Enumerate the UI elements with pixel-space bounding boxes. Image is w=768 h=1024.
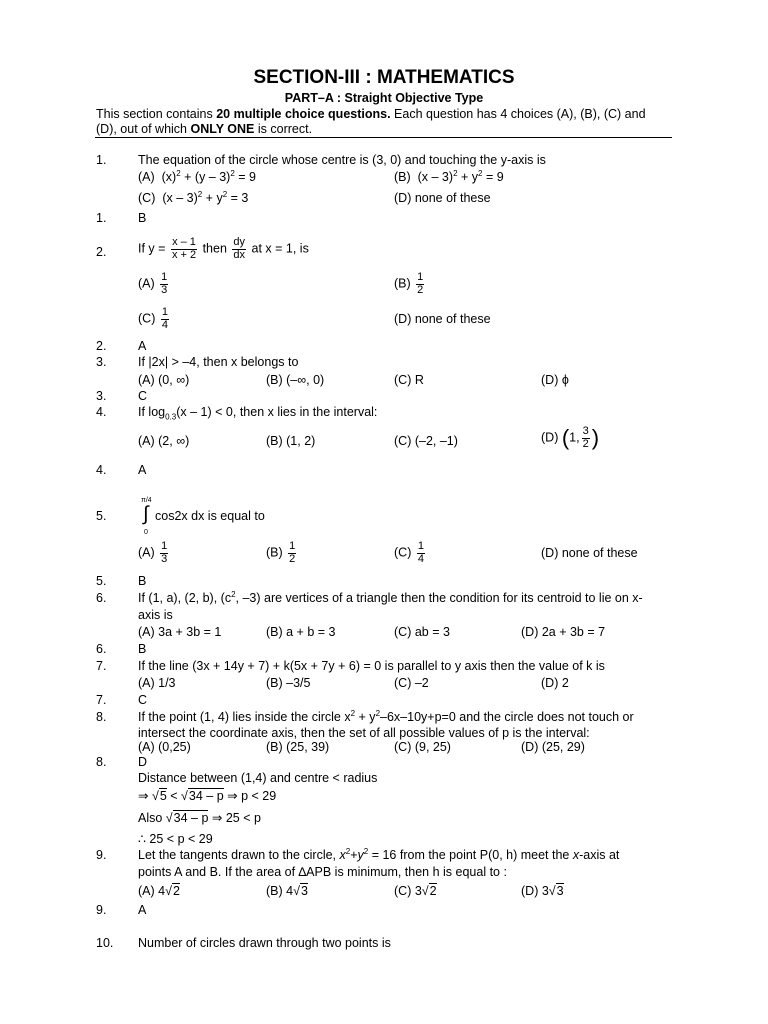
q1-option-d: (D) none of these bbox=[394, 191, 491, 205]
q10-number: 10. bbox=[96, 936, 114, 950]
q4-option-c: (C) (–2, –1) bbox=[394, 434, 458, 448]
q7-answer-number: 7. bbox=[96, 693, 107, 707]
q2-number: 2. bbox=[96, 245, 107, 259]
q1-answer-number: 1. bbox=[96, 211, 107, 225]
q8-solution-line-1: Distance between (1,4) and centre < radius bbox=[138, 771, 378, 785]
q8-solution-line-4: ∴ 25 < p < 29 bbox=[138, 832, 213, 846]
q2-option-b: (B) $\frac{1}{2}$ bbox=[394, 271, 424, 296]
q6-option-a: (A) 3a + 3b = 1 bbox=[138, 625, 222, 639]
q5-integral-sign: ∫ bbox=[143, 503, 149, 525]
q1-option-b: (B) $(x - 3)^2 + y^2 = 9$ bbox=[394, 168, 504, 184]
q7-option-a: (A) 1/3 bbox=[138, 676, 176, 690]
section-title: SECTION-III : MATHEMATICS bbox=[253, 67, 515, 88]
q4-text: If $\log_{0.3}(x - 1) < 0$, then x lies in the interval: bbox=[138, 405, 378, 422]
q2-derivative: $\frac{dy}{dx}$ bbox=[233, 236, 246, 261]
part-subtitle: PART–A : Straight Objective Type bbox=[284, 91, 484, 105]
q5-option-b: (B) $\frac{1}{2}$ bbox=[266, 540, 296, 565]
q1-option-c: (C) $(x - 3)^2 + y^2 = 3$ bbox=[138, 189, 249, 205]
q4-answer-number: 4. bbox=[96, 463, 107, 477]
q3-option-a: (A) (0, ∞) bbox=[138, 373, 190, 387]
q1-text: The equation of the circle whose centre is (3, 0) and touching the y-axis is bbox=[138, 153, 546, 167]
q9-option-d: (D) 3√3 bbox=[521, 884, 564, 898]
q9-answer: A bbox=[138, 903, 147, 917]
q8-option-b: (B) (25, 39) bbox=[266, 740, 330, 754]
q4-number: 4. bbox=[96, 405, 107, 419]
q1-answer: B bbox=[138, 211, 147, 225]
intro-line-2: (D), out of which ONLY ONE is correct. bbox=[96, 122, 313, 136]
q3-number: 3. bbox=[96, 355, 107, 369]
q2-fraction: $\frac{x - 1}{x + 2}$ bbox=[171, 236, 197, 261]
q7-option-d: (D) 2 bbox=[541, 676, 569, 690]
q3-option-c: (C) R bbox=[394, 373, 424, 387]
q7-option-c: (C) –2 bbox=[394, 676, 429, 690]
q7-text: If the line (3x + 14y + 7) + k(5x + 7y + 6) = 0 is parallel to y axis then the value of k is bbox=[138, 659, 605, 673]
q7-number: 7. bbox=[96, 659, 107, 673]
q2-option-d: (D) none of these bbox=[394, 312, 491, 326]
q8-text-line-2: intersect the coordinate axis, then the set of all possible values of p is the interval: bbox=[138, 726, 590, 740]
q4-option-a: (A) (2, ∞) bbox=[138, 434, 190, 448]
q1-option-a: (A) $(x)^2 + (y - 3)^2 = 9$ bbox=[138, 168, 256, 184]
q4-answer: A bbox=[138, 463, 147, 477]
q3-option-b: (B) (–∞, 0) bbox=[266, 373, 325, 387]
q8-answer: D bbox=[138, 755, 148, 769]
q6-text-line-1: If (1, a), (2, b), ($c^2$, –3) are vertices of a triangle then the condition for its centroid to lie on x- bbox=[138, 589, 643, 605]
q5-upper-limit: π/4 bbox=[141, 497, 152, 504]
q8-solution-line-2: ⇒ √5 < √34 – p ⇒ p < 29 bbox=[138, 789, 277, 803]
q5-number: 5. bbox=[96, 509, 107, 523]
q10-text: Number of circles drawn through two points is bbox=[138, 936, 391, 950]
q6-answer: B bbox=[138, 642, 147, 656]
q6-text-line-2: axis is bbox=[138, 608, 173, 622]
intro-line-1: This section contains 20 multiple choice questions. Each question has 4 choices (A), (B), (C) and bbox=[96, 107, 646, 121]
q9-text-line-2: points A and B. If the area of ∆APB is minimum, then h is equal to : bbox=[138, 865, 507, 879]
q8-answer-number: 8. bbox=[96, 755, 107, 769]
q5-answer: B bbox=[138, 574, 147, 588]
q8-solution-line-3: Also √34 – p ⇒ 25 < p bbox=[138, 811, 261, 825]
q3-text: If |2x| > –4, then x belongs to bbox=[138, 355, 299, 369]
q3-answer-number: 3. bbox=[96, 389, 107, 403]
q8-option-d: (D) (25, 29) bbox=[521, 740, 585, 754]
q4-option-b: (B) (1, 2) bbox=[266, 434, 316, 448]
q1-number: 1. bbox=[96, 153, 107, 167]
q4-option-d: (D) (1, $\frac{3}{2}$ ) bbox=[541, 425, 600, 451]
q7-answer: C bbox=[138, 693, 148, 707]
q9-number: 9. bbox=[96, 848, 107, 862]
q3-option-d: (D) ϕ bbox=[541, 373, 569, 387]
q2-text: If y = $\frac{x - 1}{x + 2}$ then $\frac{dy}{dx}$ at x = 1, is bbox=[138, 236, 309, 261]
q9-option-c: (C) 3√2 bbox=[394, 884, 437, 898]
q6-option-d: (D) 2a + 3b = 7 bbox=[521, 625, 606, 639]
q6-option-b: (B) a + b = 3 bbox=[266, 625, 336, 639]
q7-option-b: (B) –3/5 bbox=[266, 676, 311, 690]
q5-text: cos2x dx is equal to bbox=[155, 509, 265, 523]
q8-number: 8. bbox=[96, 710, 107, 724]
q9-option-a: (A) 4√2 bbox=[138, 884, 180, 898]
q5-option-c: (C) $\frac{1}{4}$ bbox=[394, 540, 424, 565]
q2-answer: A bbox=[138, 339, 147, 353]
q8-text-line-1: If the point (1, 4) lies inside the circle $x^2 + y^2-6x-10y+p=0$ and the circle does not touch or bbox=[138, 708, 634, 724]
q3-answer: C bbox=[138, 389, 148, 403]
q5-option-a: (A) $\frac{1}{3}$ bbox=[138, 540, 168, 565]
q5-lower-limit: 0 bbox=[144, 529, 148, 536]
q9-option-b: (B) 4√3 bbox=[266, 884, 308, 898]
header-divider bbox=[95, 137, 672, 138]
q8-option-a: (A) (0,25) bbox=[138, 740, 191, 754]
q2-option-c: (C) $\frac{1}{4}$ bbox=[138, 306, 168, 331]
q5-answer-number: 5. bbox=[96, 574, 107, 588]
q2-answer-number: 2. bbox=[96, 339, 107, 353]
q6-number: 6. bbox=[96, 591, 107, 605]
q9-answer-number: 9. bbox=[96, 903, 107, 917]
q6-answer-number: 6. bbox=[96, 642, 107, 656]
q5-option-d: (D) none of these bbox=[541, 546, 638, 560]
q8-option-c: (C) (9, 25) bbox=[394, 740, 451, 754]
q2-option-a: (A) $\frac{1}{3}$ bbox=[138, 271, 168, 296]
q9-text-line-1: Let the tangents drawn to the circle, $x^2+y^2 = 16$ from the point P(0, h) meet the x-axis at bbox=[138, 846, 620, 862]
q6-option-c: (C) ab = 3 bbox=[394, 625, 450, 639]
